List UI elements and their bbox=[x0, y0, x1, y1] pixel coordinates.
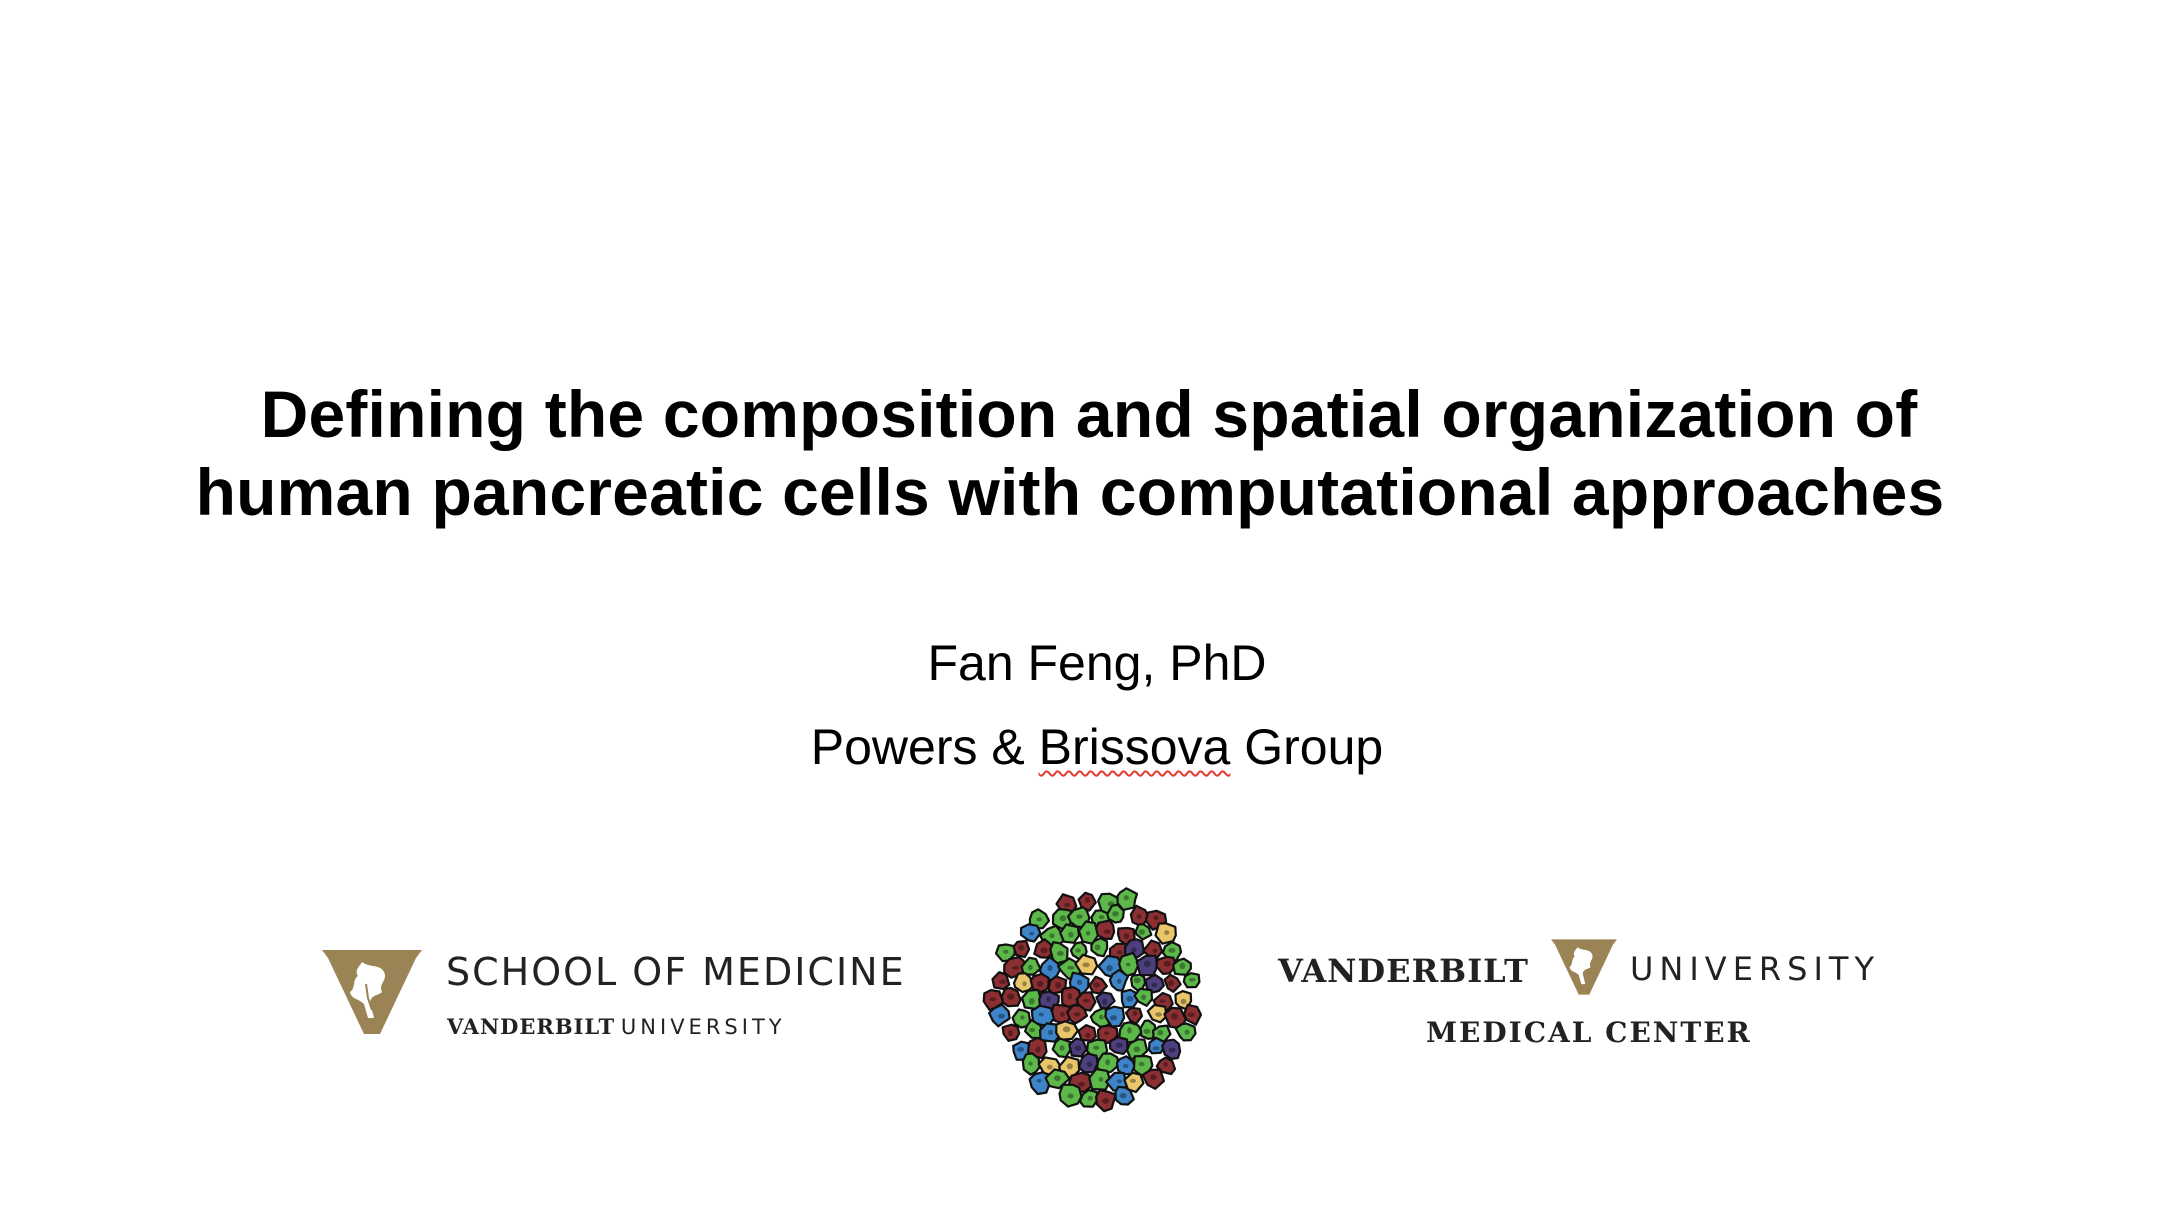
cell-nucleus bbox=[1029, 932, 1034, 936]
cell-nucleus bbox=[1074, 1012, 1081, 1017]
cell-nucleus bbox=[1181, 999, 1187, 1004]
cell-nucleus bbox=[1105, 1059, 1110, 1065]
cell-nucleus bbox=[1099, 1015, 1104, 1020]
cell-nucleus bbox=[1159, 999, 1165, 1003]
group-suffix: Group bbox=[1230, 719, 1384, 775]
cell-nucleus bbox=[1102, 999, 1107, 1005]
cell-nucleus bbox=[1155, 1012, 1162, 1017]
cell-nucleus bbox=[1039, 1013, 1044, 1017]
vumc-university-text: UNIVERSITY bbox=[1630, 950, 1880, 988]
cell-nucleus bbox=[1133, 1011, 1138, 1016]
vanderbilt-oak-leaf-icon bbox=[1551, 938, 1617, 996]
cell-nucleus bbox=[1127, 1027, 1132, 1033]
cell-nucleus bbox=[1040, 948, 1047, 954]
cell-nucleus bbox=[1143, 1029, 1150, 1034]
cell-nucleus bbox=[1171, 1013, 1178, 1019]
cell-nucleus bbox=[999, 980, 1006, 985]
cell-nucleus bbox=[1153, 949, 1158, 954]
cell-nucleus bbox=[1068, 932, 1073, 938]
cell-nucleus bbox=[1028, 1062, 1032, 1066]
cell-nucleus bbox=[1168, 948, 1175, 953]
cell-nucleus bbox=[1037, 1079, 1042, 1083]
cell-nucleus bbox=[1164, 961, 1171, 967]
cell-nucleus bbox=[1060, 1012, 1065, 1017]
cell-nucleus bbox=[1028, 965, 1033, 971]
cell-nucleus bbox=[1067, 1063, 1073, 1069]
cell-nucleus bbox=[989, 997, 996, 1001]
cell-nucleus bbox=[1029, 998, 1035, 1005]
cell-nucleus bbox=[1008, 1030, 1013, 1036]
title-line-2: human pancreatic cells with computational approaches bbox=[195, 455, 1945, 529]
cell-nucleus bbox=[1047, 965, 1052, 971]
cell-nucleus bbox=[1048, 1030, 1053, 1035]
cell-nucleus bbox=[1088, 1096, 1093, 1101]
group-misspelled-word: Brissova bbox=[1038, 719, 1231, 775]
cell-nucleus bbox=[1012, 966, 1019, 970]
cell-nucleus bbox=[1060, 1045, 1065, 1051]
cell-nucleus bbox=[1104, 929, 1111, 934]
vanderbilt-oak-leaf-icon bbox=[322, 948, 422, 1036]
cell-nucleus bbox=[1110, 1015, 1117, 1020]
cell-nucleus bbox=[1085, 897, 1090, 903]
cell-nucleus bbox=[1057, 951, 1064, 956]
cell-nucleus bbox=[1124, 895, 1129, 900]
cell-nucleus bbox=[1093, 1046, 1099, 1050]
cell-nucleus bbox=[1134, 1046, 1141, 1052]
vanderbilt-university-text bbox=[447, 1014, 786, 1040]
cell-nucleus bbox=[1094, 982, 1100, 987]
cell-nucleus bbox=[1099, 915, 1105, 919]
cell-nucleus bbox=[1150, 1074, 1157, 1080]
cell-nucleus bbox=[1055, 982, 1061, 988]
cell-nucleus bbox=[1095, 944, 1101, 950]
cell-nucleus bbox=[1046, 996, 1051, 1001]
pancreatic-islet-cells-illustration bbox=[978, 878, 1214, 1116]
cell-nucleus bbox=[1139, 1062, 1145, 1066]
cell-nucleus bbox=[1106, 965, 1113, 971]
cell-nucleus bbox=[1068, 993, 1072, 1000]
cell-nucleus bbox=[1120, 1093, 1127, 1098]
cell-nucleus bbox=[1130, 1079, 1136, 1083]
cell-nucleus bbox=[1077, 980, 1082, 985]
cell-nucleus bbox=[1138, 929, 1145, 935]
cell-nucleus bbox=[1064, 903, 1070, 907]
cell-nucleus bbox=[1037, 981, 1044, 987]
cell-nucleus bbox=[1054, 1075, 1061, 1081]
cell-nucleus bbox=[1141, 994, 1146, 1000]
cell-nucleus bbox=[1017, 1047, 1024, 1052]
cell-nucleus bbox=[1189, 978, 1196, 982]
cell-nucleus bbox=[1020, 1015, 1025, 1019]
cell-nucleus bbox=[1144, 961, 1151, 967]
cell-nucleus bbox=[998, 1014, 1005, 1019]
cell-nucleus bbox=[1082, 963, 1089, 968]
cell-nucleus bbox=[1003, 950, 1009, 954]
cell-nucleus bbox=[1078, 1082, 1085, 1087]
author-name: Fan Feng, PhD bbox=[927, 635, 1267, 691]
cell-nucleus bbox=[1179, 963, 1185, 970]
cell-nucleus bbox=[1037, 917, 1043, 921]
cell-nucleus bbox=[1029, 1028, 1035, 1032]
cell-nucleus bbox=[1086, 931, 1091, 936]
cell-nucleus bbox=[1085, 1033, 1090, 1038]
cell-nucleus bbox=[1185, 1030, 1190, 1035]
cell-nucleus bbox=[1067, 966, 1074, 970]
cell-nucleus bbox=[1137, 914, 1142, 919]
medical-center-text: MEDICAL CENTER bbox=[1426, 1016, 1752, 1049]
cell-nucleus bbox=[1157, 1030, 1163, 1036]
cell-nucleus bbox=[1112, 911, 1119, 916]
cell bbox=[1030, 1072, 1050, 1094]
cell-nucleus bbox=[1075, 948, 1081, 952]
vanderbilt-medical-center-logo bbox=[1278, 938, 1898, 1050]
vumc-vanderbilt-text: VANDERBILT bbox=[1278, 952, 1529, 990]
cell-nucleus bbox=[1117, 979, 1121, 984]
cell-nucleus bbox=[1163, 1062, 1167, 1067]
cell-nucleus bbox=[1018, 945, 1024, 951]
cell-nucleus bbox=[1187, 1013, 1194, 1017]
cell-nucleus bbox=[1134, 977, 1141, 983]
cell-nucleus bbox=[1152, 983, 1158, 988]
cell-nucleus bbox=[1164, 930, 1169, 935]
cell-nucleus bbox=[1007, 993, 1014, 999]
cell-nucleus bbox=[1102, 1098, 1109, 1104]
cell-nucleus bbox=[1087, 1062, 1092, 1067]
cell-nucleus bbox=[1060, 915, 1067, 921]
group-prefix: Powers & bbox=[810, 719, 1039, 775]
cell-nucleus bbox=[1063, 1026, 1070, 1032]
cell-nucleus bbox=[1126, 996, 1133, 1002]
cell-nucleus bbox=[1117, 950, 1122, 954]
school-of-medicine-text: SCHOOL OF MEDICINE bbox=[446, 950, 906, 994]
slide-title bbox=[0, 375, 2178, 531]
cell bbox=[1126, 1008, 1142, 1024]
cell-nucleus bbox=[1123, 1064, 1129, 1068]
cell-nucleus bbox=[1124, 933, 1130, 939]
cell-nucleus bbox=[1047, 1065, 1053, 1070]
cell-nucleus bbox=[1154, 916, 1159, 921]
cell-nucleus bbox=[1076, 914, 1083, 919]
cell-nucleus bbox=[1068, 1094, 1074, 1099]
title-line-1: Defining the composition and spatial organization of bbox=[260, 377, 1918, 451]
cell-nucleus bbox=[1126, 963, 1131, 967]
cell-nucleus bbox=[1153, 1046, 1160, 1050]
cell bbox=[1096, 921, 1114, 939]
cell-nucleus bbox=[1116, 1043, 1123, 1048]
cell-nucleus bbox=[1035, 1046, 1040, 1052]
cell-nucleus bbox=[1099, 1077, 1104, 1082]
cell-nucleus bbox=[1022, 981, 1026, 986]
cell-nucleus bbox=[1104, 1031, 1109, 1035]
research-group bbox=[8, 717, 2178, 777]
cell-nucleus bbox=[1168, 980, 1174, 986]
cell-nucleus bbox=[1169, 1048, 1176, 1053]
school-of-medicine-logo bbox=[322, 948, 922, 1038]
vanderbilt-word: VANDERBILT bbox=[447, 1014, 616, 1039]
cell-nucleus bbox=[1049, 933, 1054, 938]
cell-nucleus bbox=[1074, 1045, 1081, 1051]
university-word: UNIVERSITY bbox=[620, 1015, 786, 1039]
cell-nucleus bbox=[1117, 1079, 1122, 1083]
cell-nucleus bbox=[1083, 999, 1090, 1003]
